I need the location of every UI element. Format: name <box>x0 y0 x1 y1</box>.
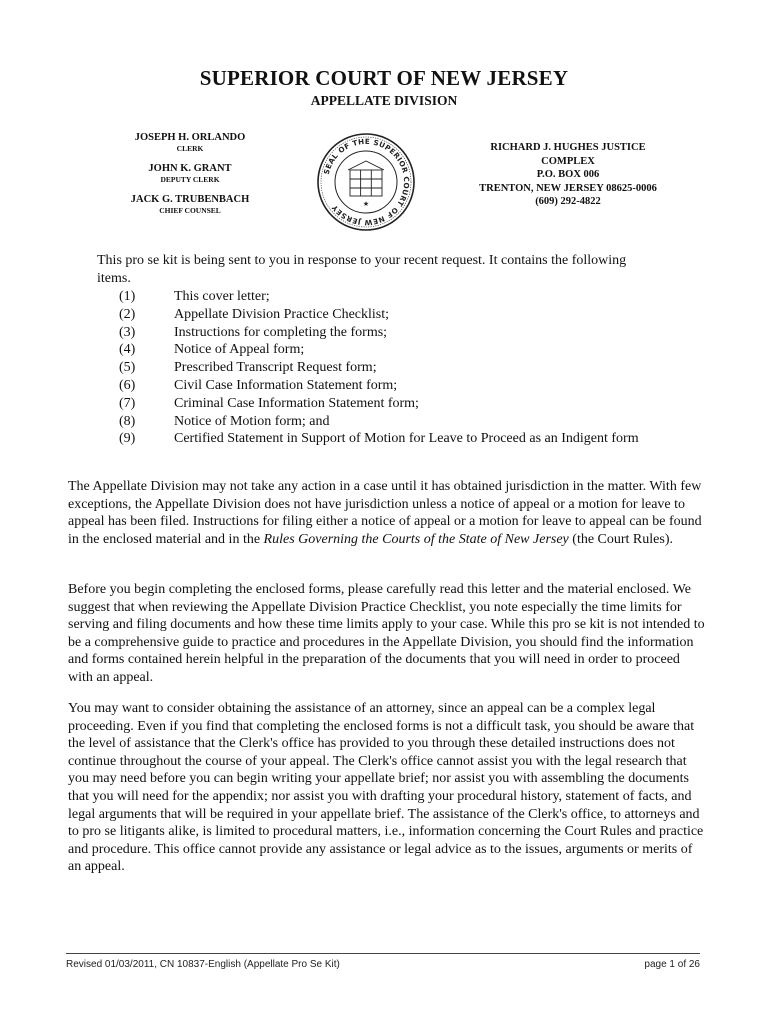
court-seal-icon <box>316 132 416 232</box>
item-text: Notice of Motion form; and <box>174 413 330 429</box>
revision-note: Revised 01/03/2011, CN 10837-English (Appellate Pro Se Kit) <box>66 959 340 970</box>
svg-text:★: ★ <box>362 200 370 208</box>
official-name: JOSEPH H. ORLANDO <box>134 132 246 143</box>
intro-paragraph: This pro se kit is being sent to you in response to your recent request. It contains the following items. <box>97 253 627 286</box>
list-item <box>119 413 679 431</box>
item-text: Prescribed Transcript Request form; <box>174 360 377 376</box>
address-line: COMPLEX <box>541 155 595 167</box>
official-role: DEPUTY CLERK <box>160 175 220 184</box>
item-number: (5) <box>119 360 136 376</box>
address-line: RICHARD J. HUGHES JUSTICE <box>490 142 646 153</box>
item-number: (1) <box>119 289 136 304</box>
page-title: SUPERIOR COURT OF NEW JERSEY <box>199 66 569 90</box>
list-item <box>119 324 679 342</box>
item-text: Notice of Appeal form; <box>174 342 305 358</box>
item-number: (4) <box>119 342 136 358</box>
official-role: CLERK <box>176 144 204 153</box>
official-role: CHIEF COUNSEL <box>159 206 221 215</box>
item-number: (3) <box>119 324 136 340</box>
official-name: JACK G. TRUBENBACH <box>130 194 250 205</box>
official-name: JOHN K. GRANT <box>148 163 232 174</box>
page-subtitle: APPELLATE DIVISION <box>310 93 458 108</box>
item-text: Appellate Division Practice Checklist; <box>174 306 390 322</box>
list-item <box>119 377 679 395</box>
item-number: (8) <box>119 413 136 429</box>
item-text: Civil Case Information Statement form; <box>174 377 398 393</box>
list-item <box>119 341 679 359</box>
item-text: Certified Statement in Support of Motion for Leave to Proceed as an Indigent form <box>174 431 639 447</box>
page-footer <box>66 959 700 970</box>
paragraph-text: (the Court Rules). <box>568 531 673 547</box>
list-item <box>119 306 679 324</box>
list-item <box>119 395 679 413</box>
list-item <box>119 359 679 377</box>
phone-number: (609) 292-4822 <box>535 196 601 207</box>
item-number: (9) <box>119 431 136 447</box>
address-line: TRENTON, NEW JERSEY 08625-0006 <box>479 182 657 194</box>
seal-text: SEAL OF THE SUPERIOR COURT OF NEW JERSEY <box>321 136 412 228</box>
item-number: (2) <box>119 306 136 322</box>
list-item <box>119 288 679 306</box>
item-text: Criminal Case Information Statement form; <box>174 395 419 411</box>
officials-block <box>80 131 300 215</box>
item-text: Instructions for completing the forms; <box>174 324 388 340</box>
address-block <box>464 141 672 209</box>
item-number: (7) <box>119 395 136 411</box>
list-item <box>119 430 679 448</box>
page-number: page 1 of 26 <box>644 959 700 970</box>
attorney-assistance-paragraph: You may want to consider obtaining the assistance of an attorney, since an appeal can be a complex legal proceeding. Even if you find that completing the enclosed forms is not a difficult task, you should be aware that the level of assistance that the Clerk's office has provided to you through these detailed instructions does not continue throughout the course of your appeal. The Clerk's office cannot assist you with the legal research that you may need before you can begin writing your appellate brief; nor assist you with assembling the documents that you will need for the appendix; nor assist you with drafting your procedural history, statement of facts, and legal arguments that will be required in your appellate brief. The assistance of the Clerk's office, to attorneys and to pro se litigants alike, is limited to procedural matters, i.e., information concerning the Court Rules and practice and procedure. This office cannot provide any assistance or legal advice as to the issues, arguments or merits of an appeal. <box>68 701 704 875</box>
item-text: This cover letter; <box>174 289 270 304</box>
item-number: (6) <box>119 377 136 393</box>
instructions-paragraph: Before you begin completing the enclosed forms, please carefully read this letter and the material enclosed. We suggest that when reviewing the Appellate Division Practice Checklist, you note especially the time limits for serving and filing documents and how these time limits apply to your case. While this pro se kit is not intended to be a comprehensive guide to practice and procedures in the Appellate Division, you should find the information and forms contained herein helpful in the preparation of the documents that you will need in order to proceed with an appeal. <box>68 582 705 685</box>
enclosed-items-list <box>119 288 679 448</box>
paragraph-text: The Appellate Division may not take any action in a case until it has obtained jurisdiction in the matter. With few exceptions, the Appellate Division does not have jurisdiction unless a notice of appeal or a motion for leave to appeal has been filed. Instructions for filing either a notice of appeal or a motion for leave to appeal can be found in the enclosed material and in the <box>68 479 702 547</box>
address-line: P.O. BOX 006 <box>536 169 600 180</box>
jurisdiction-paragraph <box>68 478 708 548</box>
court-rules-title: Rules Governing the Courts of the State of New Jersey <box>263 531 569 547</box>
footer-divider <box>66 953 700 954</box>
